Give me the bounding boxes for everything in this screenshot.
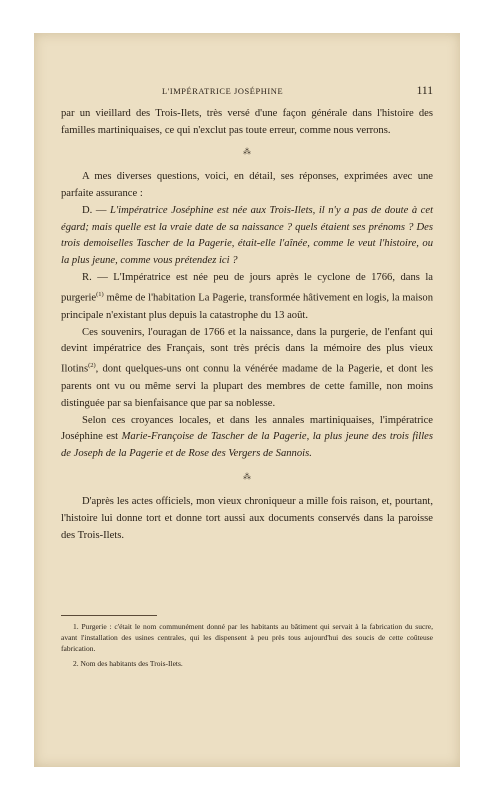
page-number: 111 [416, 85, 433, 97]
footnote-ref-2: (2) [88, 362, 96, 370]
paragraph-2: A mes diverses questions, voici, en détail, ses réponses, exprimées avec une parfaite assurance : [61, 170, 433, 199]
footnote-1: 1. Purgerie : c'était le nom communément donné par les habitants au bâtiment qui servait à la fabrication du sucre, avant l'installation des usines centrales, qui les dispensent à peu près tous aujourd'hui des soucis de cette coûteuse fabrication. [61, 622, 433, 654]
section-separator-2: ⁂ [243, 472, 251, 482]
paragraph-4-a: Ces souvenirs, l'ouragan de 1766 et la naissance, dans la purgerie, de l'enfant qui devint impératrice des Français, sont très précis dans la mémoire des plus vieux Ilotins [61, 326, 433, 375]
footnote-rule [61, 615, 157, 616]
paragraph-4 [61, 325, 433, 413]
question-text: L'impératrice Joséphine est née aux Trois-Ilets, il n'y a pas de doute à cet égard; mais quelle est la vraie date de sa naissance ? quels étaient ses prénoms ? Des trois demoiselles Tascher de la Pagerie, était-elle l'aînée, comme le veut l'histoire, ou la plus jeune, comme vous prétendez ici ? [61, 204, 434, 267]
footnote-2: 2. Nom des habitants des Trois-Ilets. [73, 658, 183, 668]
book-page [34, 33, 460, 767]
paragraph-4-b: , dont quelques-uns ont connu la vénérée madame de la Pagerie, et dont les parents ont vu ou même servi la plupart des membres de cette famille, non moins distinguée par sa bienfaisance que par sa noblesse. [61, 363, 433, 409]
answer-paragraph [61, 270, 433, 324]
section-separator-1: ⁂ [243, 146, 251, 156]
question-paragraph [61, 203, 433, 271]
answer-text-a: R. — L'Impératrice est née peu de jours après le cyclone de 1766, dans la purgerie [61, 272, 433, 304]
paragraph-5-names: Marie-Françoise de Tascher de la Pagerie, la plus jeune des trois filles de Joseph de la Pagerie et de Rose des Vergers de Sannois. [61, 431, 433, 460]
body-text [61, 106, 433, 545]
footnotes [61, 621, 433, 669]
running-title: L'IMPÉRATRICE JOSÉPHINE [162, 87, 284, 96]
paragraph-1: par un vieillard des Trois-Ilets, très versé d'une façon générale dans l'histoire des familles martiniquaises, ce qui n'exclut pas toute erreur, comme nous verrons. [61, 108, 433, 136]
footnote-ref-1: (1) [96, 291, 104, 299]
paragraph-6: D'après les actes officiels, mon vieux chroniqueur a mille fois raison, et, pourtant, l'histoire lui donne tort et donne tort aussi aux documents conservés dans la paroisse des Trois-Ilets. [61, 496, 433, 542]
question-label: D. — [82, 204, 107, 216]
paragraph-5 [61, 413, 433, 464]
paragraph-5-a: Selon ces croyances locales, et dans les annales martiniquaises, l'impératrice Joséphine est [61, 414, 433, 443]
answer-text-b: même de l'habitation La Pagerie, transformée hâtivement en logis, la maison principale n'existant plus depuis la catastrophe du 13 août. [61, 292, 433, 321]
